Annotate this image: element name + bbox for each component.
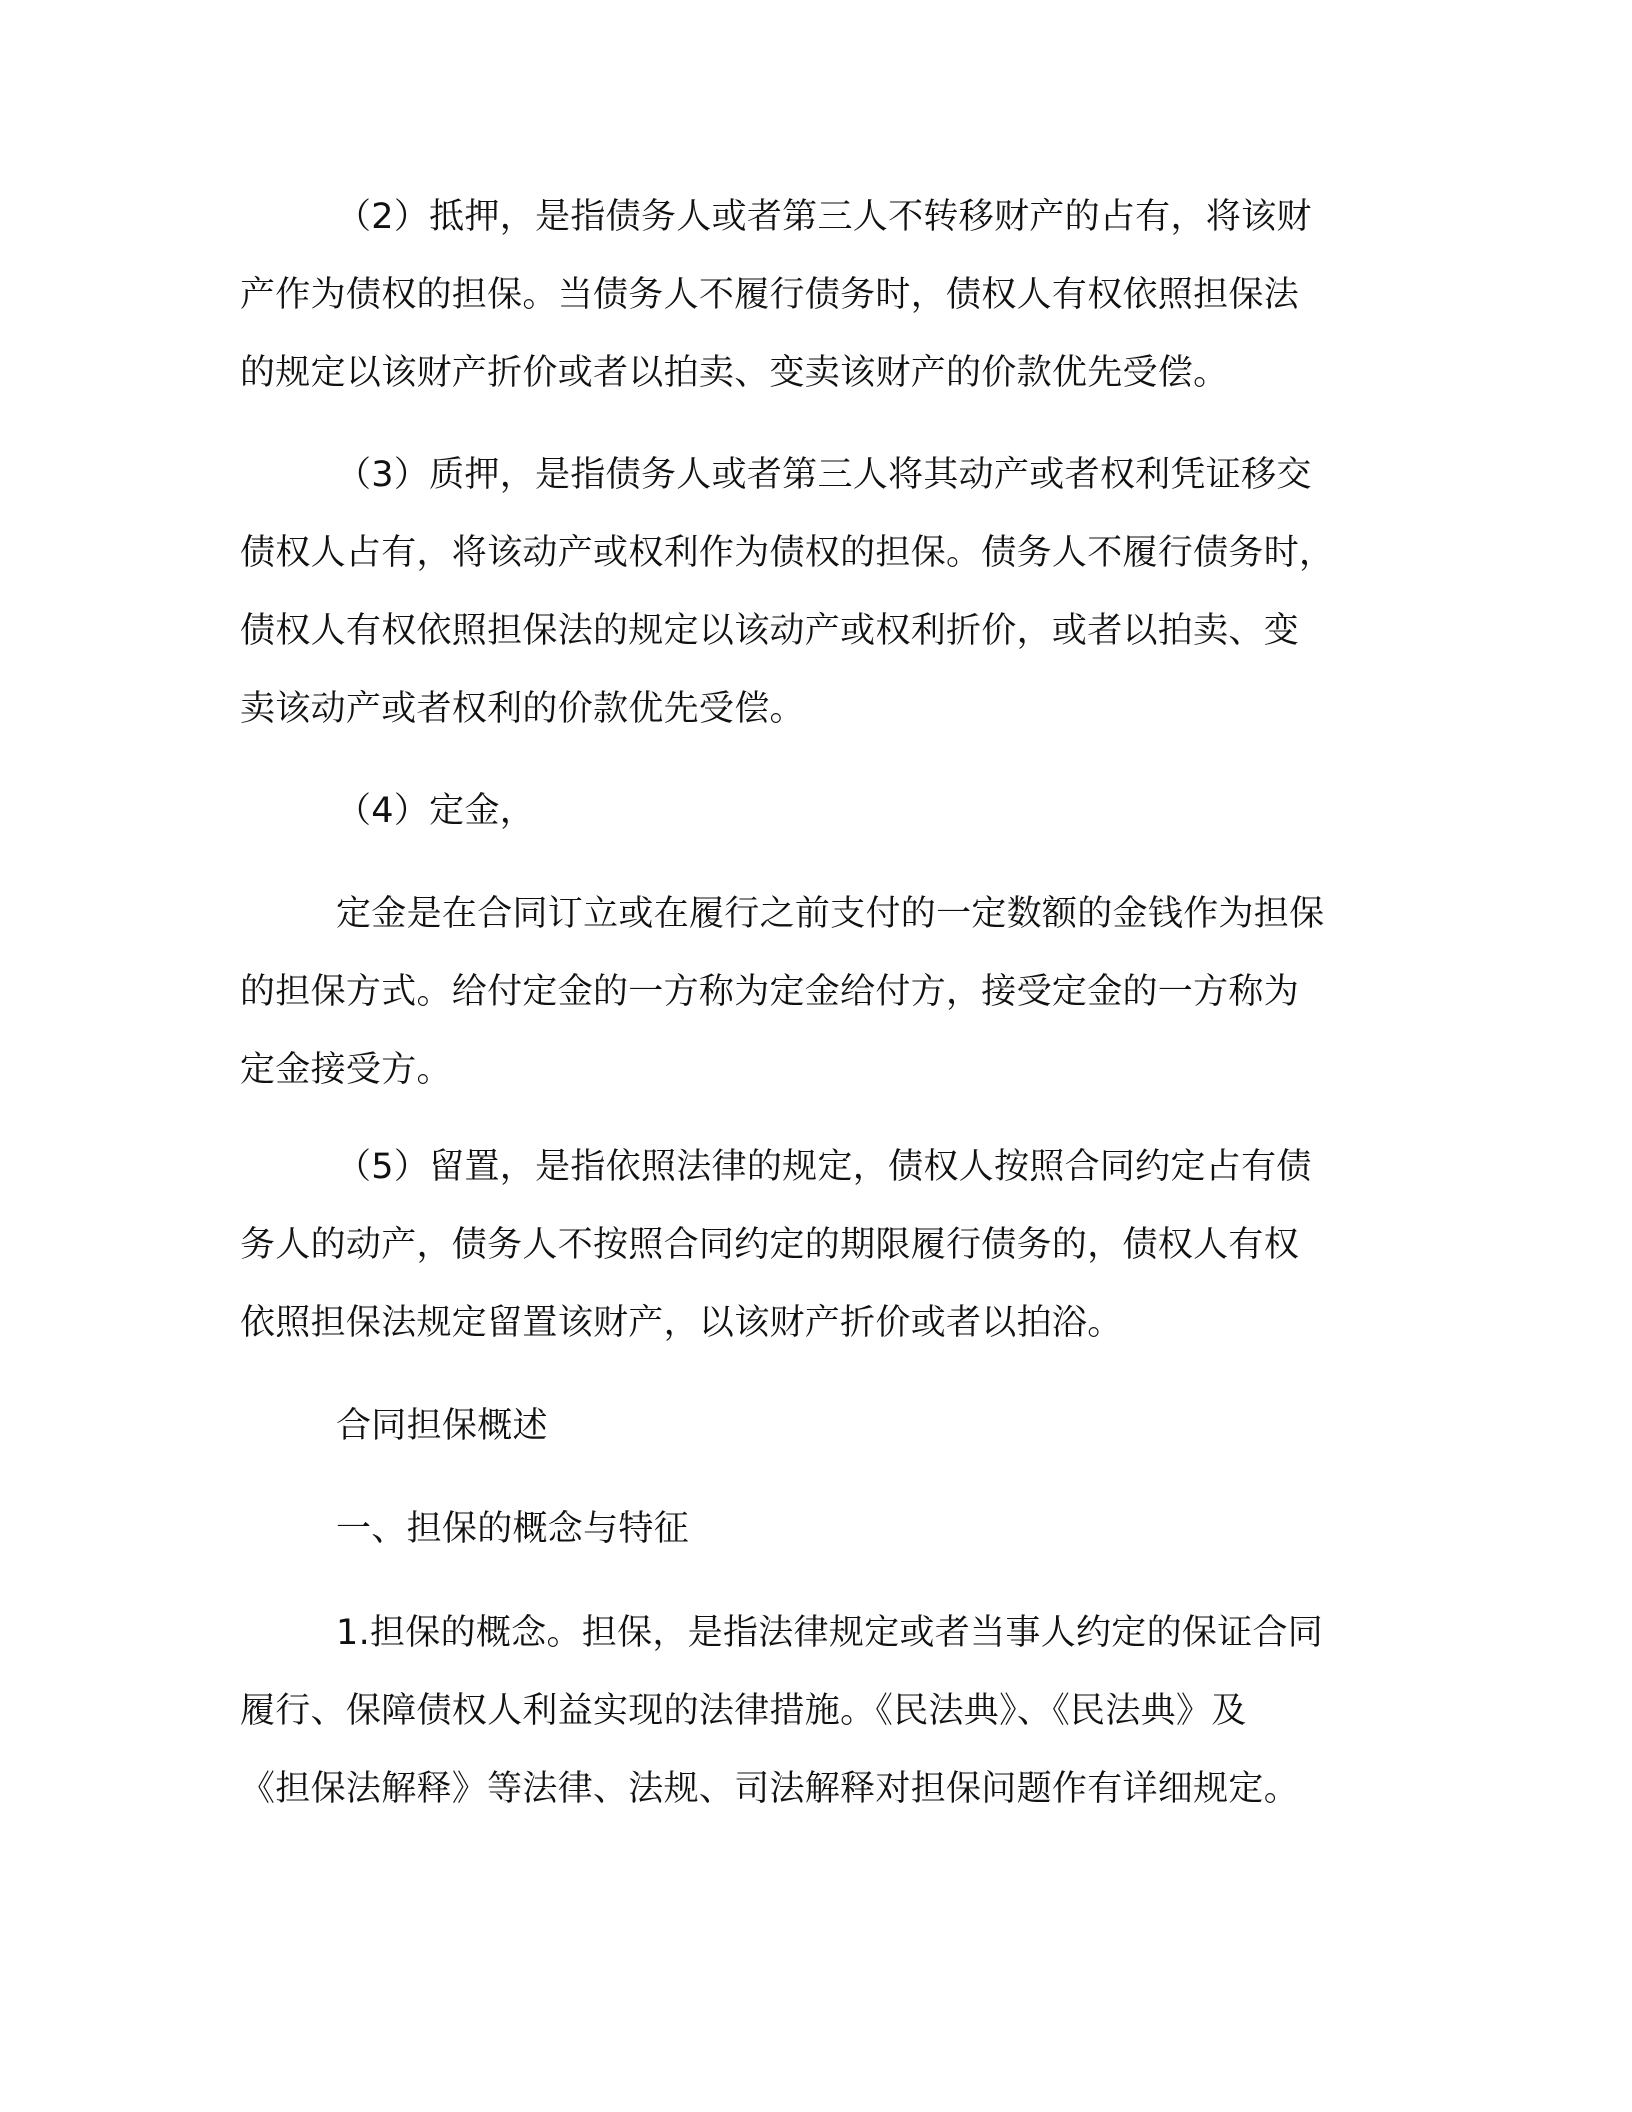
paragraph-lien (240, 1128, 1390, 1362)
text-line: 务人的动产，债务人不按照合同约定的期限履行债务的，债权人有权 (240, 1225, 1300, 1265)
paragraph-guarantee-concept (240, 1594, 1390, 1828)
text-line: 依照担保法规定留置该财产，以该财产折价或者以拍浴。 (240, 1303, 1123, 1343)
text-line: 的规定以该财产折价或者以拍卖、变卖该财产的价款优先受偿。 (240, 353, 1229, 393)
text-line: （3）质押，是指债务人或者第三人将其动产或者权利凭证移交 (336, 455, 1312, 495)
paragraph-deposit (240, 875, 1390, 1109)
text-line: 1.担保的概念。担保，是指法律规定或者当事人约定的保证合同 (336, 1613, 1324, 1653)
paragraph-mortgage (240, 178, 1390, 412)
text-line: （4）定金， (336, 791, 536, 831)
text-line: 产作为债权的担保。当债务人不履行债务时，债权人有权依照担保法 (240, 275, 1300, 315)
text-line: 履行、保障债权人利益实现的法律措施。《民法典》、《民法典》及 (240, 1691, 1247, 1731)
text-line: 合同担保概述 (336, 1406, 548, 1446)
text-line: 《担保法解释》等法律、法规、司法解释对担保问题作有详细规定。 (240, 1769, 1300, 1809)
text-line: 定金是在合同订立或在履行之前支付的一定数额的金钱作为担保 (336, 894, 1325, 934)
text-line: 定金接受方。 (240, 1050, 452, 1090)
paragraph-deposit-heading (240, 772, 1390, 850)
text-line: （2）抵押，是指债务人或者第三人不转移财产的占有，将该财 (336, 197, 1312, 237)
section-heading-one (240, 1490, 1390, 1568)
text-line: 债权人有权依照担保法的规定以该动产或权利折价，或者以拍卖、变 (240, 611, 1300, 651)
text-line: 债权人占有，将该动产或权利作为债权的担保。债务人不履行债务时， (240, 533, 1335, 573)
text-line: （5）留置，是指依照法律的规定，债权人按照合同约定占有债 (336, 1147, 1312, 1187)
text-line: 卖该动产或者权利的价款优先受偿。 (240, 689, 805, 729)
section-title-overview (240, 1387, 1390, 1465)
paragraph-pledge (240, 436, 1390, 748)
text-line: 一、担保的概念与特征 (336, 1509, 690, 1549)
text-line: 的担保方式。给付定金的一方称为定金给付方，接受定金的一方称为 (240, 972, 1300, 1012)
